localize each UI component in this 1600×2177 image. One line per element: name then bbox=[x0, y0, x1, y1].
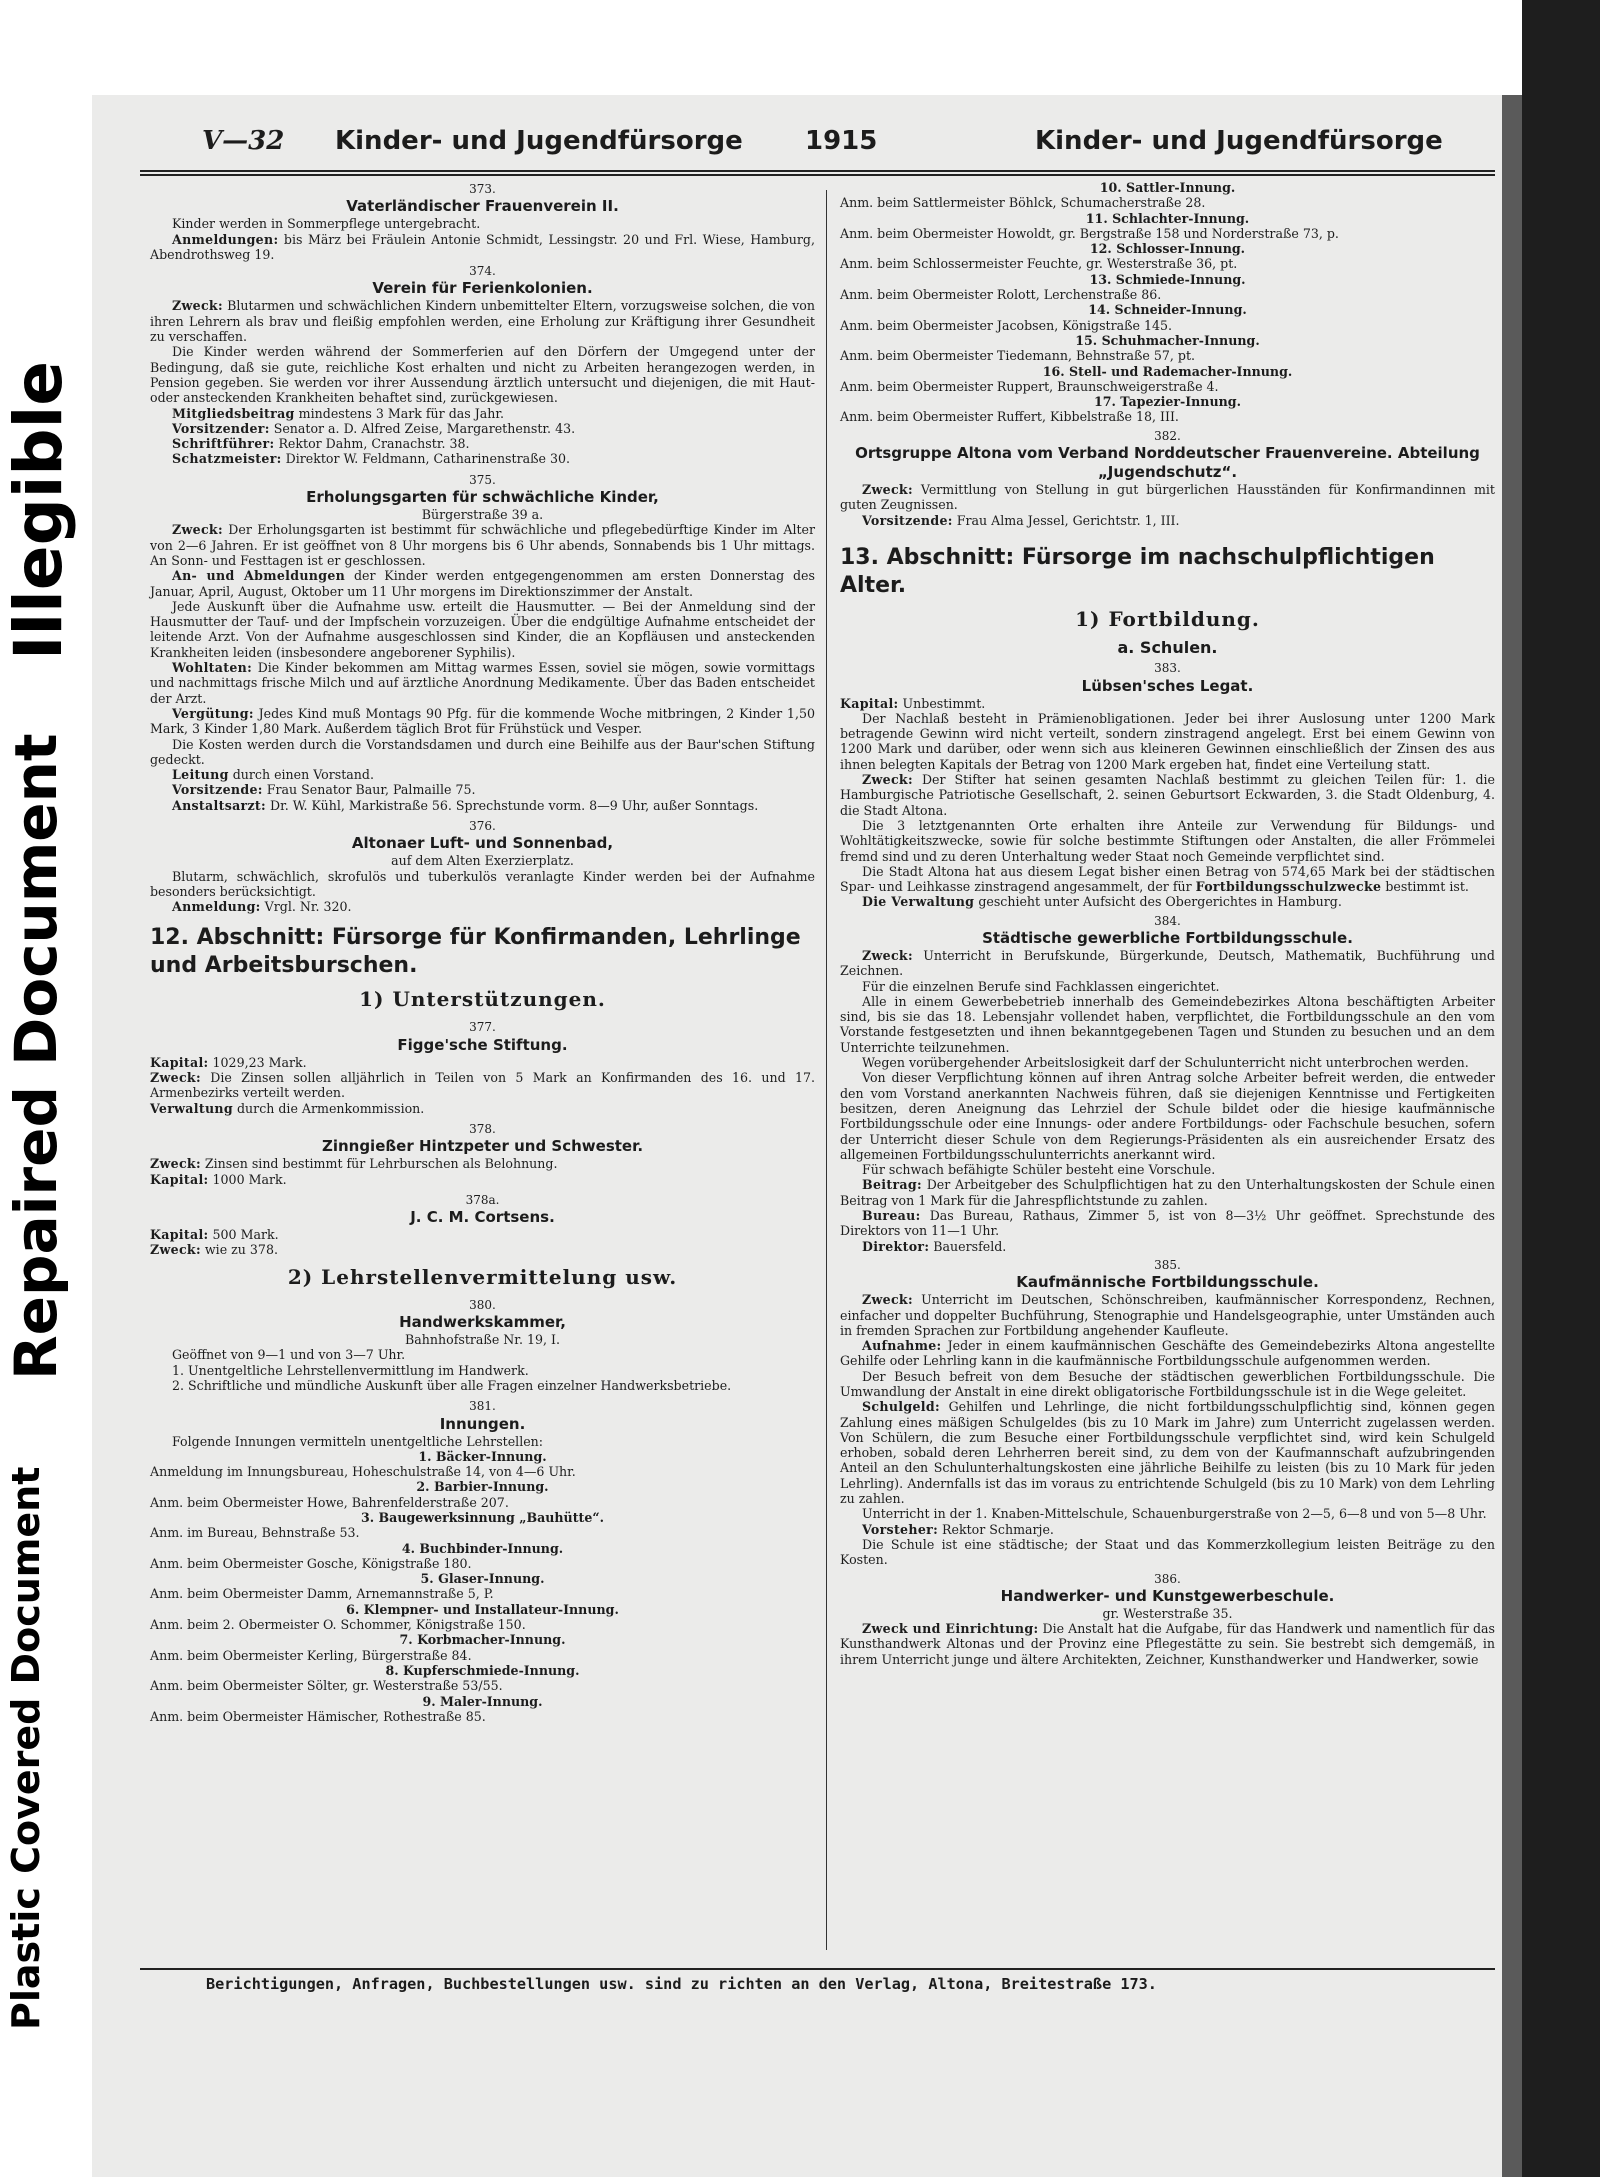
innung-text: Anmeldung im Innungsbureau, Hoheschulstraße 14, von 4—6 Uhr. bbox=[150, 1464, 576, 1480]
entry-number: 378. bbox=[469, 1121, 496, 1136]
header-rule bbox=[140, 170, 1495, 172]
entry-title: Figge'sche Stiftung. bbox=[397, 1035, 568, 1054]
side-label-repaired: Repaired Document bbox=[2, 733, 70, 1380]
page-header bbox=[140, 118, 1500, 178]
entry-field: Schatzmeister: Direktor W. Feldmann, Catharinenstraße 30. bbox=[172, 451, 571, 467]
entry-number: 378a. bbox=[465, 1192, 500, 1207]
section-heading-13: 13. Abschnitt: Fürsorge im nachschulpflichtigen Alter. bbox=[840, 544, 1435, 598]
innung-text: Anm. beim Obermeister Ruffert, Kibbelstraße 18, III. bbox=[840, 409, 1179, 425]
innung-text: Anm. beim 2. Obermeister O. Schommer, Königstraße 150. bbox=[150, 1617, 526, 1633]
entry-field: Zweck: Die Zinsen sollen alljährlich in Teilen von 5 Mark an Konfirmanden des 16. und 17. Armenbezirks verteilt werden. bbox=[150, 1070, 815, 1101]
innung-head: 2. Barbier-Innung. bbox=[416, 1479, 549, 1495]
header-right-title: Kinder- und Jugendfürsorge bbox=[1035, 126, 1443, 156]
entry-title: Lübsen'sches Legat. bbox=[1081, 676, 1254, 695]
entry-text: Die Kinder werden während der Sommerferien auf den Dörfern der Umgegend unter der Bedingung, daß sie gute, reichliche Kost erhalten und nicht zu Arbeiten herangezogen werden, in Pension gegeben. Sie werden vor ihrer Aussendung ärztlich untersucht und diejenigen, die mit Haut- oder ansteckenden Krankheiten behaftet sind, zurückgewiesen. bbox=[150, 344, 815, 406]
entry-field: Beitrag: Der Arbeitgeber des Schulpflichtigen hat zu den Unterhaltungskosten der Schule einen Beitrag von 1 Mark für die Jahrespflichtstunde zu zahlen. bbox=[840, 1177, 1495, 1208]
page-number: V—32 bbox=[202, 126, 285, 156]
entry-field: Anmeldungen: bis März bei Fräulein Antonie Schmidt, Lessingstr. 20 und Frl. Wiese, Hamburg, Abendrothsweg 19. bbox=[150, 231, 815, 262]
innung-text: Anm. beim Obermeister Howoldt, gr. Bergstraße 158 und Norderstraße 73, p. bbox=[840, 225, 1339, 241]
entry-text: Die Kosten werden durch die Vorstandsdamen und durch eine Beihilfe aus der Baur'schen Stiftung gedeckt. bbox=[150, 736, 815, 767]
entry-title: Altonaer Luft- und Sonnenbad, bbox=[351, 834, 614, 853]
entry-title: Vaterländischer Frauenverein II. bbox=[346, 197, 619, 216]
innung-head: 6. Klempner- und Installateur-Innung. bbox=[346, 1601, 619, 1617]
entry-field: Zweck: Vermittlung von Stellung in gut bürgerlichen Hausständen für Konfirmandinnen mit guten Zeugnissen. bbox=[840, 482, 1495, 513]
entry-field: Zweck: Zinsen sind bestimmt für Lehrburschen als Belohnung. bbox=[150, 1156, 558, 1172]
entry-field: Aufnahme: Jeder in einem kaufmännischen Geschäfte des Gemeindebezirks Altona angestellte Gehilfe oder Lehrling kann in die kaufmännische Fortbildungsschule aufgenommen werden. bbox=[840, 1338, 1495, 1369]
entry-text: Die Stadt Altona hat aus diesem Legat bisher einen Betrag von 574,65 Mark bei der städtischen Spar- und Leihkasse zinstragend angesammelt, der für Fortbildungsschulzwecke bestimmt ist. bbox=[840, 863, 1495, 895]
entry-number: 376. bbox=[469, 818, 496, 833]
entry-field: Verwaltung durch die Armenkommission. bbox=[150, 1100, 425, 1116]
scan-edge-right bbox=[1522, 0, 1600, 2177]
innung-text: Anm. beim Obermeister Jacobsen, Königstraße 145. bbox=[840, 317, 1173, 333]
entry-number: 385. bbox=[1154, 1257, 1181, 1272]
entry-field: Schriftführer: Rektor Dahm, Cranachstr. 38. bbox=[172, 436, 470, 452]
entry-title: Städtische gewerbliche Fortbildungsschule. bbox=[982, 928, 1353, 947]
entry-text: Unterricht in der 1. Knaben-Mittelschule, Schauenburgerstraße von 2—5, 6—8 und von 5—8 Uhr. bbox=[862, 1506, 1487, 1522]
side-label-plastic: Plastic Covered Document bbox=[4, 1466, 48, 2030]
entry-text: Die Schule ist eine städtische; der Staat und das Kommerzkollegium leisten Beiträge zu den Kosten. bbox=[840, 1536, 1495, 1568]
innung-head: 17. Tapezier-Innung. bbox=[1094, 394, 1241, 410]
entry-field: Zweck: Blutarmen und schwächlichen Kindern unbemittelter Eltern, vorzugsweise solchen, die von ihren Lehrern als brav und fleißig empfohlen werden, eine Erholung zur Kräftigung ihrer Gesundheit zu verschaffen. bbox=[150, 298, 815, 345]
entry-number: 377. bbox=[469, 1020, 496, 1035]
innung-text: Anm. beim Obermeister Hämischer, Rothestraße 85. bbox=[150, 1708, 486, 1724]
header-year: 1915 bbox=[805, 126, 878, 156]
entry-subtitle: Bahnhofstraße Nr. 19, I. bbox=[405, 1332, 560, 1348]
innung-text: Anm. beim Obermeister Damm, Arnemannstraße 5, P. bbox=[150, 1586, 494, 1602]
entry-subtitle: gr. Westerstraße 35. bbox=[1102, 1605, 1233, 1621]
entry-text: Geöffnet von 9—1 und von 3—7 Uhr. bbox=[172, 1347, 406, 1363]
entry-subtitle: Bürgerstraße 39 a. bbox=[421, 507, 544, 523]
innung-head: 13. Schmiede-Innung. bbox=[1089, 271, 1246, 287]
innung-head: 10. Sattler-Innung. bbox=[1099, 180, 1236, 195]
innung-text: Anm. beim Obermeister Ruppert, Braunschweigerstraße 4. bbox=[840, 378, 1219, 394]
innung-text: Anm. beim Sattlermeister Böhlck, Schumacherstraße 28. bbox=[840, 195, 1206, 211]
entry-text: 2. Schriftliche und mündliche Auskunft über alle Fragen einzelner Handwerksbetriebe. bbox=[172, 1377, 732, 1393]
innung-text: Anm. beim Obermeister Kerling, Bürgerstraße 84. bbox=[150, 1647, 472, 1663]
header-left-title: Kinder- und Jugendfürsorge bbox=[335, 126, 743, 156]
innung-head: 1. Bäcker-Innung. bbox=[418, 1448, 547, 1464]
left-column bbox=[150, 180, 815, 1724]
publisher-footer: Berichtigungen, Anfragen, Buchbestellungen usw. sind zu richten an den Verlag, Altona, Breitestraße 173. bbox=[206, 1975, 1157, 1993]
entry-text: Für die einzelnen Berufe sind Fachklassen eingerichtet. bbox=[862, 978, 1220, 994]
entry-text: Der Nachlaß besteht in Prämienobligationen. Jeder bei ihrer Auslosung unter 1200 Mark betragende Gewinn wird nicht verteilt, sondern zinstragend angelegt. Erst bei einem Gewinn von 1200 Mark und darüber, oder wenn sich aus kleineren Gewinnen einschließlich der Zinsen des aus ihnen belegten Kapitals der Betrag von 1200 Mark ergeben hat, findet eine Verteilung statt. bbox=[840, 710, 1495, 772]
innung-head: 11. Schlachter-Innung. bbox=[1085, 210, 1250, 226]
entry-field: Zweck und Einrichtung: Die Anstalt hat die Aufgabe, für das Handwerk und namentlich für das Kunsthandwerk Altonas und der Provinz eine Pflegestätte zu sein. Sie bestrebt sich demgemäß, in ihrem Unterricht junge und ältere Architekten, Zeichner, Kunsthandwerker und Handwerker, sowie bbox=[840, 1621, 1496, 1667]
column-divider bbox=[826, 190, 827, 1950]
entry-field: Zweck: wie zu 378. bbox=[150, 1242, 278, 1258]
entry-field: Anmeldung: Vrgl. Nr. 320. bbox=[172, 899, 352, 915]
entry-field: Kapital: 1029,23 Mark. bbox=[150, 1054, 307, 1070]
entry-number: 383. bbox=[1154, 661, 1181, 676]
footer-rule bbox=[140, 1968, 1495, 1970]
section-heading-12: 12. Abschnitt: Fürsorge für Konfirmanden, Lehrlinge und Arbeitsburschen. bbox=[150, 925, 801, 979]
entry-field: Bureau: Das Bureau, Rathaus, Zimmer 5, ist von 8—3½ Uhr geöffnet. Sprechstunde des Direktors von 11—1 Uhr. bbox=[840, 1208, 1495, 1239]
innung-head: 7. Korbmacher-Innung. bbox=[399, 1632, 566, 1648]
subsection-heading: 1) Unterstützungen. bbox=[359, 987, 606, 1012]
entry-field: Vorsitzende: Frau Alma Jessel, Gerichtstr. 1, III. bbox=[862, 512, 1180, 528]
entry-field: Die Verwaltung geschieht unter Aufsicht des Obergerichtes in Hamburg. bbox=[862, 894, 1342, 910]
entry-number: 374. bbox=[469, 264, 496, 279]
entry-number: 380. bbox=[469, 1297, 496, 1312]
entry-text: Die 3 letztgenannten Orte erhalten ihre Anteile zur Verwendung für Bildungs- und Wohltätigkeitszwecke, sowie für solche bestimmte Stiftungen oder Anstalten, die aller Frömmelei fremd sind und zu deren Unterhaltung weder Staat noch Gemeinde verpflichtet sind. bbox=[840, 817, 1495, 864]
subsection-heading-a: a. Schulen. bbox=[1117, 637, 1218, 657]
innung-head: 9. Maler-Innung. bbox=[422, 1693, 543, 1709]
innung-list bbox=[150, 1449, 815, 1724]
entry-field: Zweck: Unterricht im Deutschen, Schönschreiben, kaufmännischer Korrespondenz, Rechnen, einfacher und doppelter Buchführung, Stenographie und Handelsgeographie, unter Umständen auch in fremden Sprachen zur Fortbildung angehender Kaufleute. bbox=[840, 1292, 1495, 1338]
scan-edge-shadow bbox=[1500, 95, 1522, 2177]
entry-field: Anstaltsarzt: Dr. W. Kühl, Markistraße 56. Sprechstunde vorm. 8—9 Uhr, außer Sonntags. bbox=[172, 797, 759, 813]
entry-title: Handwerkskammer, bbox=[399, 1313, 566, 1332]
innung-text: Anm. beim Obermeister Howe, Bahrenfelderstraße 207. bbox=[150, 1494, 509, 1510]
entry-text: Alle in einem Gewerbebetrieb innerhalb des Gemeindebezirkes Altona beschäftigten Arbeiter sind, bis sie das 18. Lebensjahr vollendet haben, verpflichtet, die Fortbildungsschule an den vom Vorstande festgesetzten und ihnen bekanntgegebenen Tagen und Stunden zu besuchen und an dem Unterrichte teilzunehmen. bbox=[840, 993, 1495, 1055]
entry-number: 381. bbox=[469, 1399, 496, 1414]
innung-text: Anm. beim Schlossermeister Feuchte, gr. Westerstraße 36, pt. bbox=[840, 256, 1238, 272]
innung-head: 12. Schlosser-Innung. bbox=[1089, 241, 1246, 257]
entry-field: Kapital: 1000 Mark. bbox=[150, 1171, 287, 1187]
entry-field: Wohltaten: Die Kinder bekommen am Mittag warmes Essen, soviel sie mögen, sowie vormittags und nachmittags frische Milch und auf ärztliche Anordnung Medikamente. Über das Baden entscheidet der Arzt. bbox=[150, 660, 815, 706]
innung-head: 14. Schneider-Innung. bbox=[1088, 302, 1247, 318]
right-column bbox=[840, 180, 1495, 1667]
innung-text: Anm. beim Obermeister Sölter, gr. Westerstraße 53/55. bbox=[150, 1678, 503, 1694]
innung-text: Anm. beim Obermeister Gosche, Königstraße 180. bbox=[150, 1555, 472, 1571]
innung-head: 16. Stell- und Rademacher-Innung. bbox=[1042, 363, 1293, 379]
entry-text: Blutarm, schwächlich, skrofulös und tuberkulös veranlagte Kinder werden bei der Aufnahme besonders berücksichtigt. bbox=[150, 868, 815, 899]
entry-number: 384. bbox=[1154, 913, 1181, 928]
entry-title: Kaufmännische Fortbildungsschule. bbox=[1016, 1273, 1319, 1292]
innung-head: 4. Buchbinder-Innung. bbox=[401, 1540, 564, 1556]
entry-title: Innungen. bbox=[439, 1414, 526, 1433]
entry-field: Schulgeld: Gehilfen und Lehrlinge, die nicht fortbildungsschulpflichtig sind, können gegen Zahlung eines mäßigen Schulgeldes (bis zu 10 Mark im Jahre) zum Unterricht zugelassen werden. Von Schülern, die zum Besuche einer Fortbildungsschule verpflichtet sind, wird kein Schulgeld erhoben, sobald deren Lehrherren bereit sind, zu dem von der Kaufmannschaft aufzubringenden Anteil an den Schulunterhaltungskosten eine jährliche Beihilfe zu leisten (bis zu 10 Mark für jeden Lehrling). Andernfalls ist das im voraus zu entrichtende Schulgeld (bis zu 10 Mark) von dem Lehrling zu zahlen. bbox=[840, 1399, 1495, 1507]
entry-title: Verein für Ferienkolonien. bbox=[372, 279, 593, 298]
innung-head: 5. Glaser-Innung. bbox=[420, 1571, 545, 1587]
entry-field: Zweck: Der Stifter hat seinen gesamten Nachlaß bestimmt zu gleichen Teilen für: 1. die Hamburgische Patriotische Gesellschaft, 2. seinen Geburtsort Eckwarden, 3. die Stadt Oldenburg, 4. die Stadt Altona. bbox=[840, 772, 1495, 818]
entry-title: Zinngießer Hintzpeter und Schwester. bbox=[321, 1137, 644, 1156]
side-label-illegible: Illegible bbox=[0, 360, 77, 660]
entry-field: Vorsitzender: Senator a. D. Alfred Zeise, Margarethenstr. 43. bbox=[172, 420, 576, 436]
entry-field: Leitung durch einen Vorstand. bbox=[172, 767, 374, 783]
entry-field: Mitgliedsbeitrag mindestens 3 Mark für das Jahr. bbox=[172, 405, 505, 421]
entry-number: 382. bbox=[1154, 428, 1181, 443]
innung-text: Anm. im Bureau, Behnstraße 53. bbox=[150, 1525, 360, 1541]
innung-text: Anm. beim Obermeister Tiedemann, Behnstraße 57, pt. bbox=[840, 348, 1196, 364]
entry-field: Kapital: 500 Mark. bbox=[150, 1227, 279, 1243]
entry-text: Wegen vorübergehender Arbeitslosigkeit darf der Schulunterricht nicht unterbrochen werden. bbox=[862, 1055, 1469, 1071]
entry-field: An- und Abmeldungen der Kinder werden entgegengenommen am ersten Donnerstag des Januar, April, August, Oktober um 11 Uhr morgens im Direktionszimmer der Anstalt. bbox=[150, 568, 815, 599]
entry-field: Kapital: Unbestimmt. bbox=[840, 695, 986, 711]
entry-text: Kinder werden in Sommerpflege untergebracht. bbox=[172, 216, 481, 232]
innung-text: Anm. beim Obermeister Rolott, Lerchenstraße 86. bbox=[840, 287, 1162, 303]
header-rule-thin bbox=[140, 174, 1495, 176]
entry-number: 373. bbox=[469, 182, 496, 196]
entry-text: Jede Auskunft über die Aufnahme usw. erteilt die Hausmutter. — Bei der Anmeldung sind der Hausmutter der Tauf- und der Impfschein vorzuzeigen. Über die endgültige Aufnahme entscheidet der leitende Arzt. Von der Aufnahme ausgeschlossen sind Kinder, die an Kopfläusen und ansteckenden Krankheiten leiden (insbesondere angeborener Syphilis). bbox=[150, 598, 815, 660]
innung-list-continued bbox=[840, 180, 1495, 425]
subsection-heading: 1) Fortbildung. bbox=[1075, 606, 1260, 631]
entry-number: 386. bbox=[1154, 1571, 1181, 1586]
entry-subtitle: auf dem Alten Exerzierplatz. bbox=[391, 853, 574, 869]
entry-title: Erholungsgarten für schwächliche Kinder, bbox=[306, 488, 659, 507]
entry-title: Ortsgruppe Altona vom Verband Norddeutscher Frauenvereine. Abteilung „Jugendschutz“. bbox=[855, 444, 1480, 482]
entry-text: 1. Unentgeltliche Lehrstellenvermittlung im Handwerk. bbox=[172, 1362, 529, 1378]
subsection-heading: 2) Lehrstellenvermittelung usw. bbox=[287, 1264, 678, 1289]
innung-head: 8. Kupferschmiede-Innung. bbox=[385, 1662, 580, 1678]
entry-text: Für schwach befähigte Schüler besteht eine Vorschule. bbox=[862, 1162, 1216, 1178]
entry-text: Von dieser Verpflichtung können auf ihren Antrag solche Arbeiter befreit werden, die entweder den vom Vorstand anerkannten Nachweis führen, daß sie diejenigen Kenntnisse und Fertigkeiten besitzen, deren Aneignung das Lehrziel der Schule bildet oder die hiesige kaufmännische Fortbildungsschule oder eine Innungs- oder andere Fortbildungs- oder Fachschule besuchen, sofern der Unterricht dieser Schule von dem Regierungs-Präsidenten als ein ausreichender Ersatz des allgemeinen Fortbildungsschulunterrichts anerkannt wird. bbox=[840, 1070, 1495, 1162]
entry-text: Der Besuch befreit von dem Besuche der städtischen gewerblichen Fortbildungsschule. Die Umwandlung der Anstalt in eine direkt obligatorische Fortbildungsschule ist in die Wege geleitet. bbox=[840, 1368, 1495, 1399]
entry-field: Vorsitzende: Frau Senator Baur, Palmaille 75. bbox=[172, 782, 476, 798]
entry-title: J. C. M. Cortsens. bbox=[410, 1208, 555, 1227]
entry-field: Direktor: Bauersfeld. bbox=[862, 1238, 1007, 1254]
innung-head: 3. Baugewerksinnung „Bauhütte“. bbox=[360, 1510, 604, 1525]
entry-field: Zweck: Der Erholungsgarten ist bestimmt für schwächliche und pflegebedürftige Kinder im Alter von 2—6 Jahren. Er ist geöffnet von 8 Uhr morgens bis 6 Uhr abends, Sonnabends bis 1 Uhr mittags. An Sonn- und Festtagen ist er geschlossen. bbox=[150, 522, 815, 568]
entry-number: 375. bbox=[469, 472, 496, 487]
entry-field: Zweck: Unterricht in Berufskunde, Bürgerkunde, Deutsch, Mathematik, Buchführung und Zeichnen. bbox=[840, 947, 1495, 979]
entry-field: Vergütung: Jedes Kind muß Montags 90 Pfg. für die kommende Woche mitbringen, 2 Kinder 1,50 Mark, 3 Kinder 1,80 Mark. Außerdem täglich Brot für Frühstück und Vesper. bbox=[150, 705, 815, 737]
entry-text: Folgende Innungen vermitteln unentgeltliche Lehrstellen: bbox=[172, 1433, 544, 1449]
entry-field: Vorsteher: Rektor Schmarje. bbox=[862, 1521, 1054, 1537]
entry-title: Handwerker- und Kunstgewerbeschule. bbox=[1000, 1586, 1335, 1605]
innung-head: 15. Schuhmacher-Innung. bbox=[1075, 332, 1260, 348]
